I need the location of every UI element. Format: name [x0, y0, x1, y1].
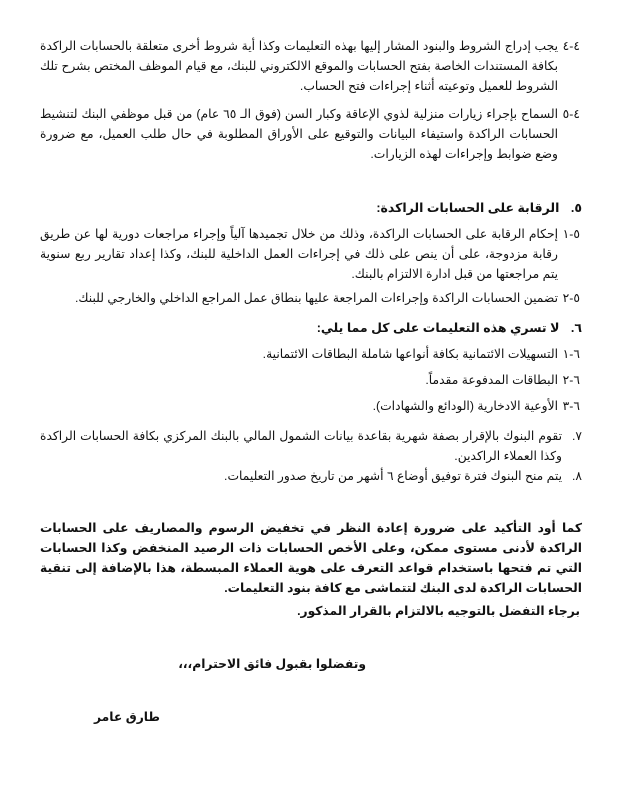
clause-text: السماح بإجراء زيارات منزلية لذوي الإعاقة وكبار السن (فوق الـ ٦٥ عام) من قبل موظفي البنك لتنشيط الحسابات الراكدة واستيفاء البيانات والتوقيع على الأوراق المطلوبة في حال طلب العميل، مع ضرورة وضع ضوابط وإجراءات لهذه الزيارات. [40, 107, 558, 161]
clause-text: إحكام الرقابة على الحسابات الراكدة، وذلك من خلال تجميدها آلياً وإجراء مراجعات دورية لها عن طريق رقابة مزدوجة، على أن ينص على ذلك في إجراءات العمل الداخلية للبنك، وكذا إعداد تقارير ربع سنوية يتم مراجعتها من قبل ادارة الالتزام بالبنك. [40, 227, 558, 281]
clause-4-4 [40, 36, 580, 96]
section-title: الرقابة على الحسابات الراكدة: [376, 201, 560, 215]
section-text: يتم منح البنوك فترة توفيق أوضاع ٦ أشهر من تاريخ صدور التعليمات. [224, 469, 562, 483]
clause-number: ٤-٥ [562, 107, 580, 121]
section-number: ٦. [570, 321, 582, 335]
clause-4-5 [40, 104, 580, 164]
section-number: ٥. [570, 201, 582, 215]
section-number: ٧. [571, 429, 582, 443]
request-line: برجاء التفضل بالتوجيه بالالتزام بالقرار المذكور. [297, 604, 580, 618]
section-5-heading [300, 198, 582, 218]
section-number: ٨. [571, 469, 582, 483]
emphasis-paragraph: كما أود التأكيد على ضرورة إعادة النظر في تخفيض الرسوم والمصاريف على الحسابات الراكدة لأدنى مستوى ممكن، وعلى الأخص الحسابات ذات الرصيد المنخفض وكذا الحسابات التي تم فتحها باستخدام قواعد التعرف على هوية العملاء المبسطة، هذا بالإضافة إلى تنقية الحسابات الراكدة لدى البنك لتتماشى مع كافة بنود التعليمات. [40, 521, 582, 595]
section-text: تقوم البنوك بالإقرار بصفة شهرية بقاعدة بيانات الشمول المالي بالبنك المركزي بكافة الحسابات الراكدة وكذا العملاء الراكدين. [40, 429, 562, 463]
clause-6-3 [40, 396, 580, 416]
clause-6-2 [40, 370, 580, 390]
clause-5-2 [40, 288, 580, 308]
clause-text: تضمين الحسابات الراكدة وإجراءات المراجعة عليها بنطاق عمل المراجع الداخلي والخارجي للبنك. [74, 291, 558, 305]
section-8 [40, 466, 582, 486]
clause-number: ٥-٢ [562, 291, 580, 305]
section-7 [40, 426, 582, 466]
clause-5-1 [40, 224, 580, 284]
clause-number: ٤-٤ [562, 39, 580, 53]
clause-6-1 [40, 344, 580, 364]
section-6-heading [260, 318, 582, 338]
clause-text: التسهيلات الائتمانية بكافة أنواعها شاملة البطاقات الائتمانية. [262, 347, 558, 361]
clause-number: ٦-٣ [562, 399, 580, 413]
clause-text: يجب إدراج الشروط والبنود المشار إليها بهذه التعليمات وكذا أية شروط أخرى متعلقة بالحسابات الراكدة بكافة المستندات الخاصة بفتح الحسابات والموقع الالكتروني للبنك، مع قيام الموظف المختص بشرح تلك الشروط للعميل وتوعيته أثناء إجراءات فتح الحساب. [40, 39, 558, 93]
clause-number: ٦-١ [562, 347, 580, 361]
clause-text: الأوعية الادخارية (الودائع والشهادات). [372, 399, 558, 413]
signature: طارق عامر [94, 710, 160, 724]
clause-text: البطاقات المدفوعة مقدماً. [425, 373, 558, 387]
clause-number: ٥-١ [562, 227, 580, 241]
clause-number: ٦-٢ [562, 373, 580, 387]
closing-line: وتفضلوا بقبول فائق الاحترام،،، [178, 657, 366, 671]
section-title: لا تسري هذه التعليمات على كل مما يلي: [316, 321, 560, 335]
